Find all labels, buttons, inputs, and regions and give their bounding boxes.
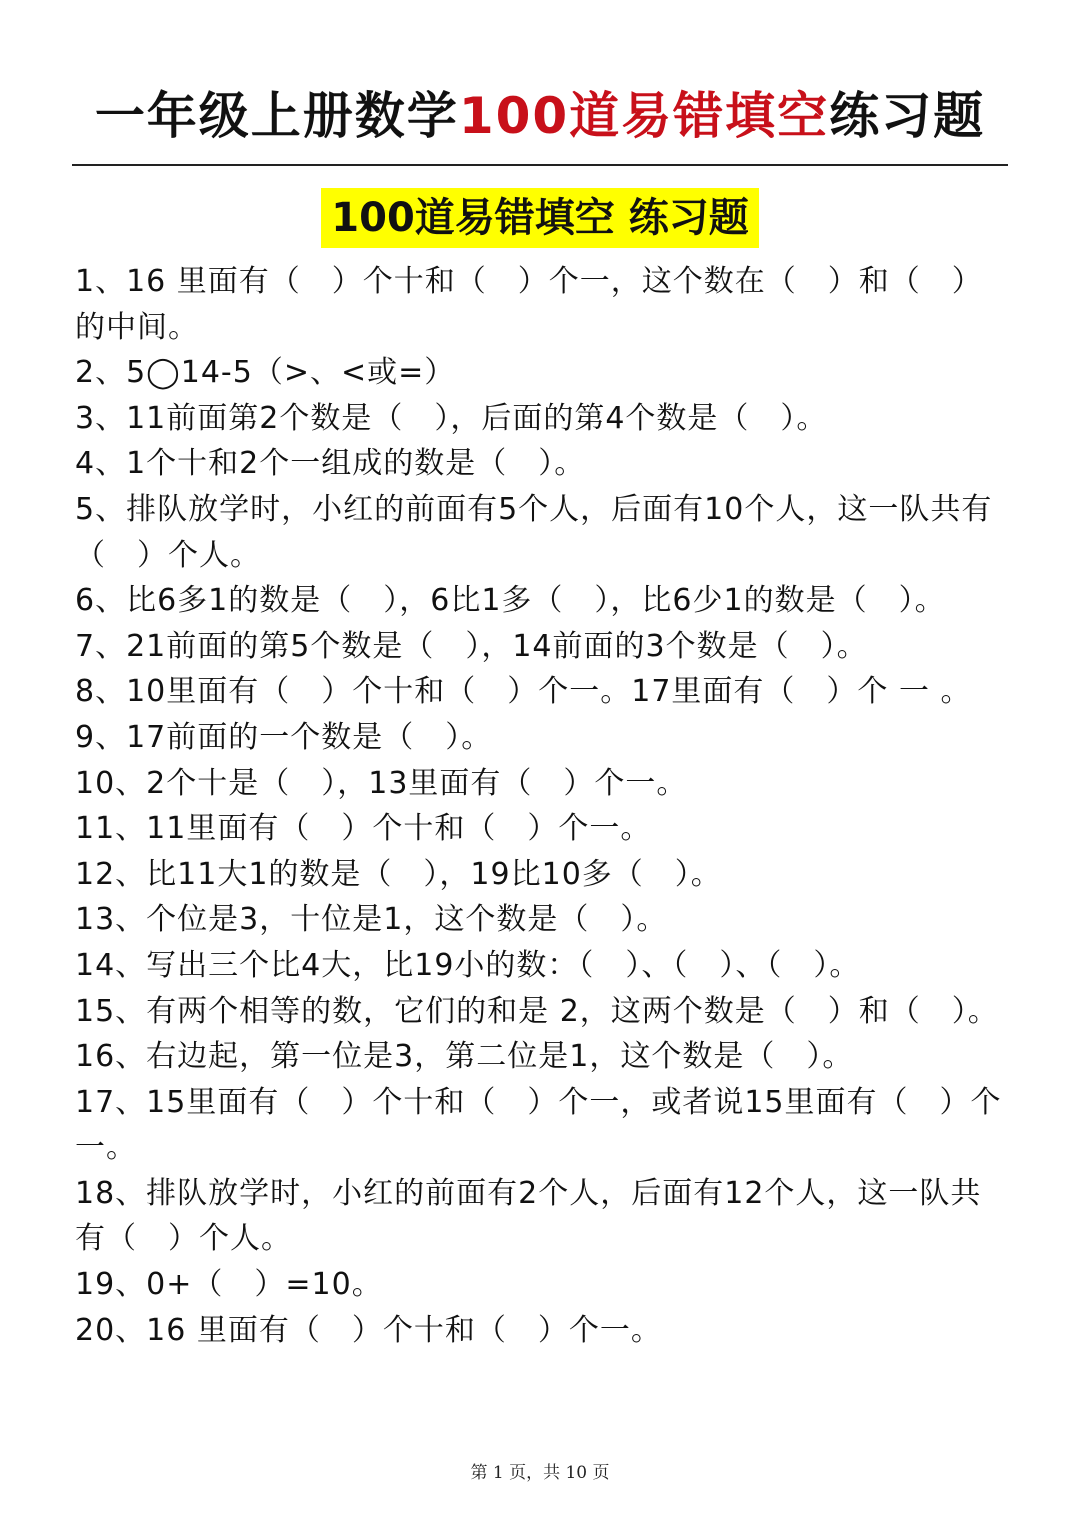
question-item: 7、21前面的第5个数是（ ），14前面的3个数是（ ）。: [75, 628, 868, 664]
title-divider: [72, 164, 1008, 166]
question-item: 12、比11大1的数是（ ），19比10多（ ）。: [75, 856, 722, 892]
question-item: 3、11前面第2个数是（ ），后面的第4个数是（ ）。: [75, 400, 828, 436]
question-item: 11、11里面有（ ）个十和（ ）个一。: [75, 811, 652, 847]
question-item: 8、10里面有（ ）个十和（ ）个一。17里面有（ ）个 一 。: [75, 674, 972, 710]
question-item: 4、1个十和2个一组成的数是（ ）。: [75, 446, 586, 482]
title-black-suffix: 练习题: [829, 87, 986, 145]
question-item: 1、16 里面有（ ）个十和（ ）个一，这个数在（ ）和（ ）的中间。: [75, 264, 983, 345]
question-item: 20、16 里面有（ ）个十和（ ）个一。: [75, 1312, 662, 1348]
page-number-footer: 第 1 页，共 10 页: [470, 1463, 610, 1483]
title-black-part: 一年级上册数学: [94, 87, 459, 145]
highlighted-subtitle: 100道易错填空 练习题: [321, 188, 758, 248]
question-item: 9、17前面的一个数是（ ）。: [75, 719, 493, 755]
subtitle-wrapper: [0, 188, 1080, 248]
question-item: 2、5◯14-5（>、<或=）: [75, 355, 456, 391]
question-item: 5、排队放学时，小红的前面有5个人，后面有10个人，这一队共有（ ）个人。: [75, 491, 993, 573]
question-list: [75, 259, 1010, 1353]
question-item: 17、15里面有（ ）个十和（ ）个一，或者说15里面有（ ）个一。: [75, 1084, 1002, 1166]
title-red-part: 100道易错填空: [458, 87, 830, 145]
question-item: 14、写出三个比4大，比19小的数：（ ）、（ ）、（ ）。: [75, 947, 861, 983]
question-item: 13、个位是3，十位是1，这个数是（ ）。: [75, 902, 668, 938]
question-item: 15、有两个相等的数，它们的和是 2，这两个数是（ ）和（ ）。: [75, 993, 999, 1029]
question-item: 19、0+（ ）=10。: [75, 1267, 383, 1303]
question-item: 6、比6多1的数是（ ），6比1多（ ），比6少1的数是（ ）。: [75, 583, 946, 619]
question-item: 18、排队放学时，小红的前面有2个人，后面有12个人，这一队共有（ ）个人。: [75, 1175, 982, 1257]
page-title: [0, 78, 1080, 154]
question-item: 10、2个十是（ ），13里面有（ ）个一。: [75, 765, 688, 801]
question-item: 16、右边起，第一位是3，第二位是1，这个数是（ ）。: [75, 1039, 854, 1075]
